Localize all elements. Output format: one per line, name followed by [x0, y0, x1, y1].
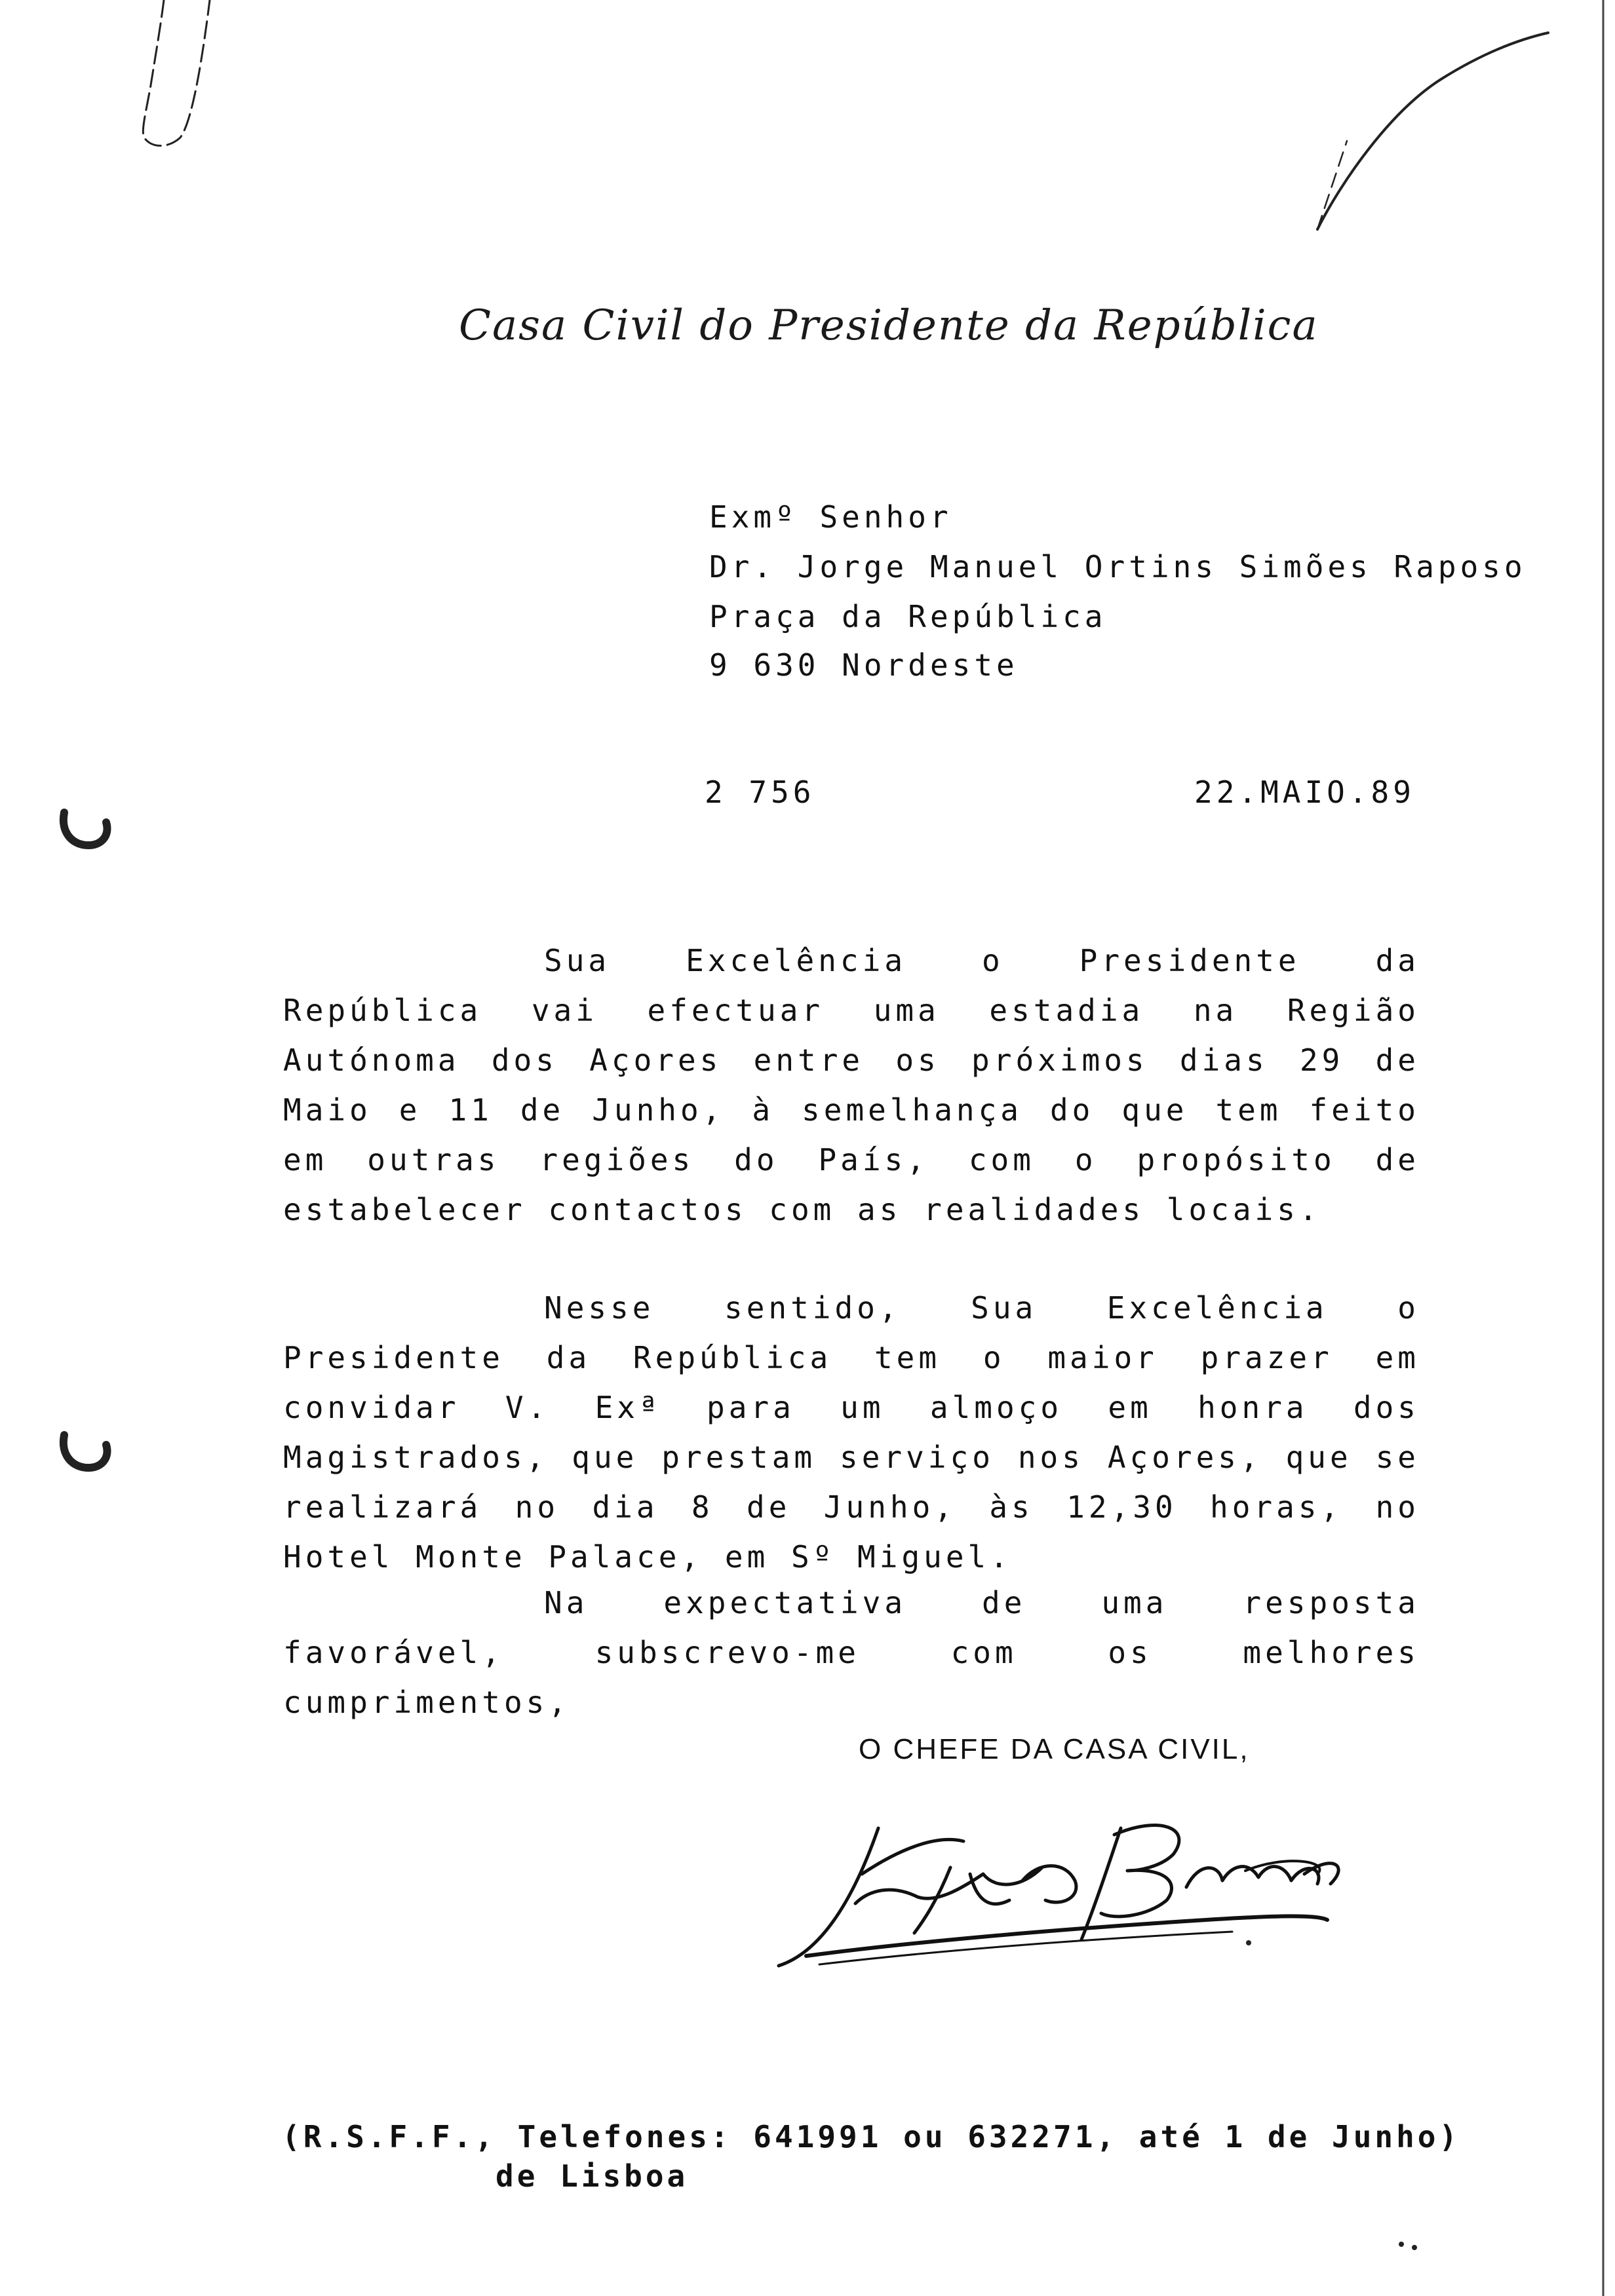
top-right-check-mark [1317, 33, 1548, 229]
reference-number: 2 756 [705, 775, 815, 810]
punch-hole-bottom [64, 1435, 107, 1468]
stray-dot [1399, 2242, 1404, 2247]
signature-graphic [779, 1826, 1338, 1966]
recipient-salutation: Exmº Senhor [709, 499, 952, 535]
punch-hole-top [64, 813, 107, 845]
letterhead: Casa Civil do Presidente da República [459, 301, 1319, 350]
ink-dot [1246, 1940, 1251, 1945]
letter-date: 22.MAIO.89 [1194, 775, 1415, 810]
top-left-pen-mark [143, 0, 210, 145]
footer-line-2: de Lisboa [496, 2158, 689, 2194]
recipient-street: Praça da República [709, 599, 1107, 634]
body-paragraph-2: Nesse sentido, Sua Excelência o Presidente da República tem o maior prazer em convidar V. Exª para um almoço em honra dos Magistrados, que prestam serviço nos Açores, que se realizará no dia 8 de Junho, às 12,30 horas, no Hotel Monte Palace, em Sº Miguel. [283, 1290, 1420, 1575]
closing-title: O CHEFE DA CASA CIVIL, [859, 1733, 1250, 1765]
footer-line-1: (R.S.F.F., Telefones: 641991 ou 632271, até 1 de Junho) [282, 2119, 1461, 2154]
body-paragraph-1: Sua Excelência o Presidente da República vai efectuar uma estadia na Região Autónoma dos Açores entre os próximos dias 29 de Maio e 11 de Junho, à semelhança do que tem feito em outras regiões do País, com o propósito de estabelecer contactos com as realidades locais. [283, 943, 1420, 1227]
recipient-name: Dr. Jorge Manuel Ortins Simões Raposo [709, 549, 1527, 584]
recipient-city: 9 630 Nordeste [709, 647, 1019, 683]
stray-dot [1412, 2245, 1417, 2250]
body-paragraph-3: Na expectativa de uma resposta favorável, subscrevo-me com os melhores cumprimentos, [283, 1585, 1420, 1720]
